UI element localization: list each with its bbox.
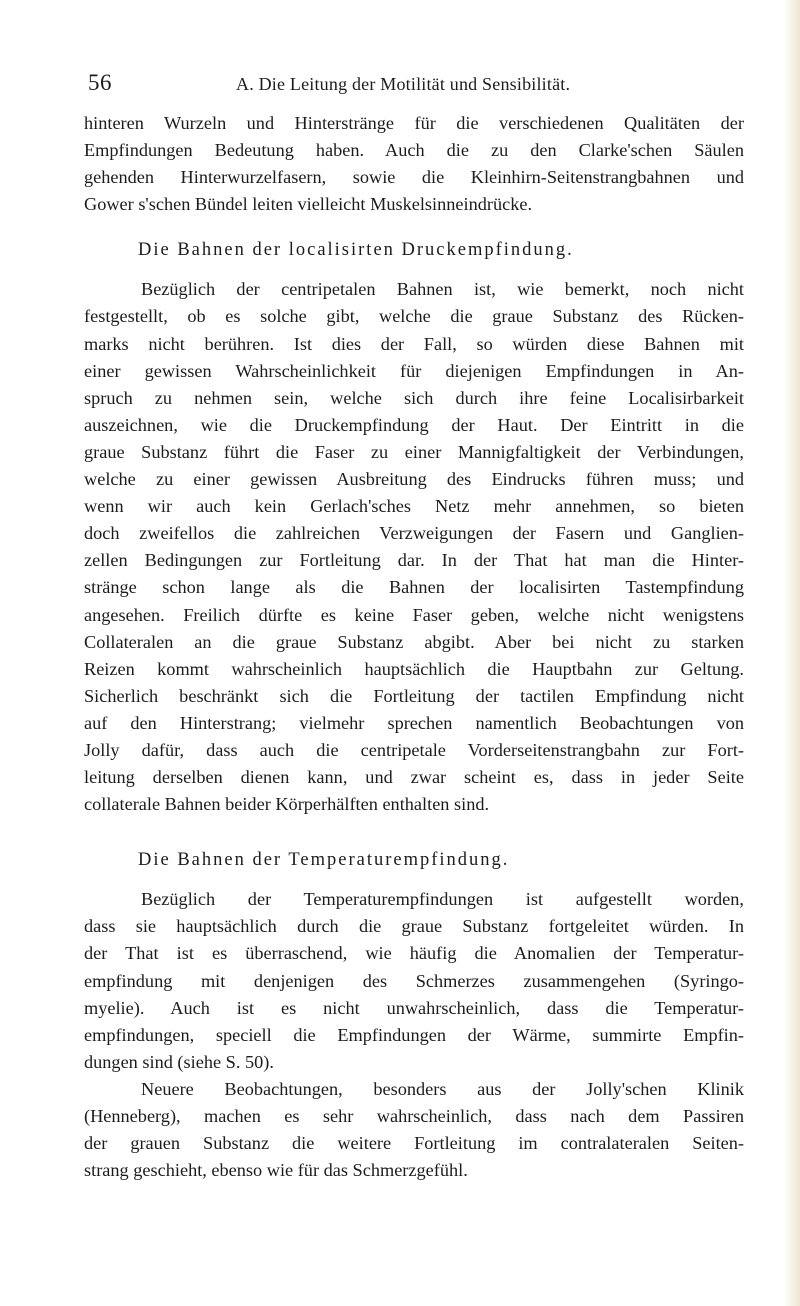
paragraph-line: myelie). Auch ist es nicht unwahrscheinlich, dass die Temperatur- — [84, 997, 744, 1018]
paragraph-line: der grauen Substanz die weitere Fortleitung im contralateralen Seiten- — [84, 1133, 744, 1154]
paragraph-line: auf den Hinterstrang; vielmehr sprechen namentlich Beobachtungen von — [84, 712, 744, 733]
paragraph-line: gehenden Hinterwurzelfasern, sowie die Kleinhirn-Seitenstrangbahnen und — [84, 167, 744, 188]
paragraph-line: spruch zu nehmen sein, welche sich durch ihre feine Localisirbarkeit — [84, 387, 744, 408]
paragraph-line: collaterale Bahnen beider Körperhälften enthalten sind. — [84, 794, 490, 815]
paragraph-line: dass sie hauptsächlich durch die graue Substanz fortgeleitet würden. In — [84, 916, 744, 937]
paragraph-line: Neuere Beobachtungen, besonders aus der Jolly'schen Klinik — [141, 1078, 744, 1099]
paragraph-line: Collateralen an die graue Substanz abgibt. Aber bei nicht zu starken — [84, 631, 744, 652]
running-title: A. Die Leitung der Motilität und Sensibilität. — [236, 74, 571, 94]
paragraph-line: doch zweifellos die zahlreichen Verzweigungen der Fasern und Ganglien- — [84, 523, 744, 544]
body-text — [84, 110, 744, 1184]
page-edge-shadow — [784, 0, 800, 1306]
paragraph-line: Jolly dafür, dass auch die centripetale Vorderseitenstrangbahn zur Fort- — [84, 739, 744, 760]
paragraph-line: (Henneberg), machen es sehr wahrscheinlich, dass nach dem Passiren — [84, 1106, 744, 1126]
paragraph-line: strang geschieht, ebenso wie für das Schmerzgefühl. — [84, 1160, 468, 1181]
paragraph-line: Bezüglich der centripetalen Bahnen ist, wie bemerkt, noch nicht — [141, 279, 744, 300]
paragraph-line: leitung derselben dienen kann, und zwar scheint es, dass in jeder Seite — [84, 767, 744, 788]
paragraph-line: stränge schon lange als die Bahnen der localisirten Tastempfindung — [84, 577, 744, 598]
paragraph-line: Gower s'schen Bündel leiten vielleicht Muskelsinneindrücke. — [84, 194, 533, 215]
paragraph-line: zellen Bedingungen zur Fortleitung dar. In der That hat man die Hinter- — [84, 550, 744, 571]
page-number: 56 — [88, 70, 112, 95]
paragraph-line: angesehen. Freilich dürfte es keine Faser geben, welche nicht wenigstens — [84, 604, 744, 625]
paragraph-line: marks nicht berühren. Ist dies der Fall, so würden diese Bahnen mit — [84, 333, 744, 354]
paragraph-line: graue Substanz führt die Faser zu einer Mannigfaltigkeit der Verbindungen, — [84, 441, 744, 462]
page-header — [88, 70, 748, 100]
paragraph-line: einer gewissen Wahrscheinlichkeit für diejenigen Empfindungen in An- — [84, 360, 744, 381]
paragraph-line: der That ist es überraschend, wie häufig die Anomalien der Temperatur- — [84, 943, 744, 964]
paragraph-line: empfindungen, speciell die Empfindungen der Wärme, summirte Empfin- — [84, 1024, 744, 1045]
section-heading-druckempfindung: Die Bahnen der localisirten Druckempfindung. — [138, 240, 574, 261]
paragraph-line: wenn wir auch kein Gerlach'sches Netz mehr annehmen, so bieten — [84, 496, 744, 517]
paragraph-line: Bezüglich der Temperaturempfindungen ist aufgestellt worden, — [141, 889, 744, 910]
paragraph-line: Sicherlich beschränkt sich die Fortleitung der tactilen Empfindung nicht — [84, 685, 744, 706]
paragraph-line: empfindung mit denjenigen des Schmerzes zusammengehen (Syringo- — [84, 970, 744, 991]
paragraph-line: hinteren Wurzeln und Hinterstränge für die verschiedenen Qualitäten der — [84, 113, 744, 133]
paragraph-line: Reizen kommt wahrscheinlich hauptsächlich die Hauptbahn zur Geltung. — [84, 658, 744, 679]
paragraph-line: festgestellt, ob es solche gibt, welche die graue Substanz des Rücken- — [84, 306, 744, 327]
paragraph-line: dungen sind (siehe S. 50). — [84, 1051, 274, 1072]
paragraph-line: welche zu einer gewissen Ausbreitung des Eindrucks führen muss; und — [84, 469, 744, 490]
section-heading-temperaturempfindung: Die Bahnen der Temperaturempfindung. — [138, 850, 510, 871]
paragraph-line: auszeichnen, wie die Druckempfindung der Haut. Der Eintritt in die — [84, 414, 744, 435]
paragraph-line: Empfindungen Bedeutung haben. Auch die zu den Clarke'schen Säulen — [84, 140, 744, 161]
